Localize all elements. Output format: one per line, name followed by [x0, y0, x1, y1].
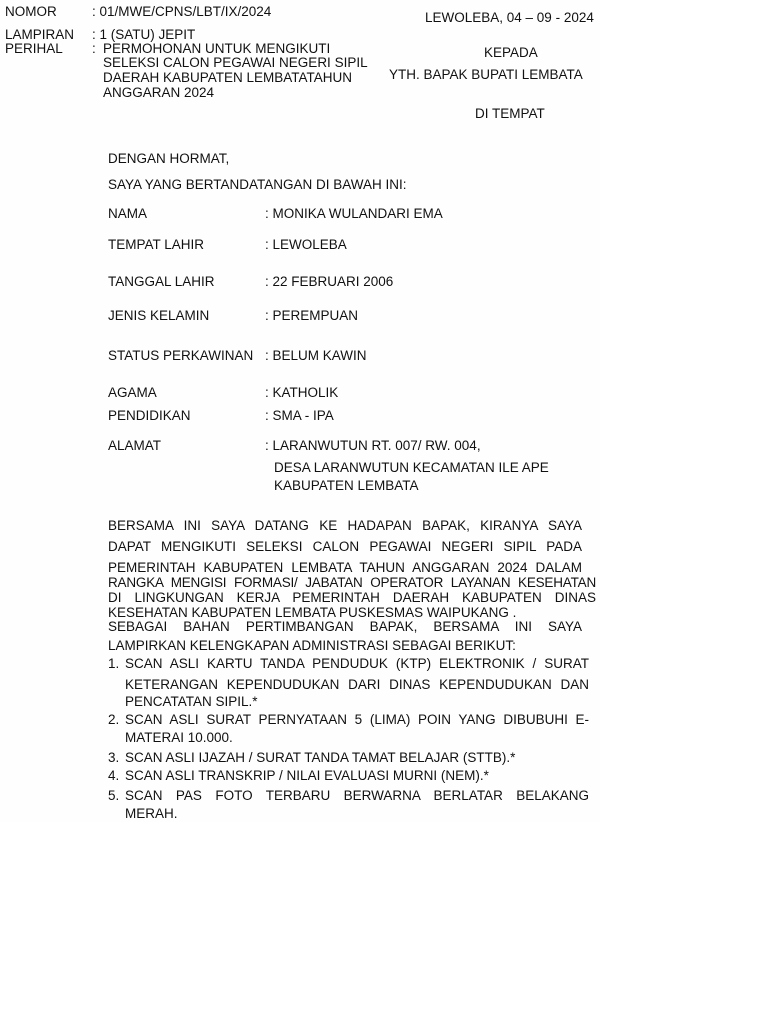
lampiran-value: : 1 (SATU) JEPIT	[92, 27, 196, 42]
nomor-label: NOMOR	[5, 4, 57, 19]
body-line: KESEHATAN KABUPATEN LEMBATA PUSKESMAS WAIPUKANG .	[108, 605, 517, 620]
attachment-number: 3.	[108, 750, 120, 765]
field-value-nama: : MONIKA WULANDARI EMA	[265, 206, 443, 221]
kepada-label: KEPADA	[484, 45, 538, 60]
attachment-number: 4.	[108, 768, 120, 783]
field-label-jenis-kelamin: JENIS KELAMIN	[108, 308, 210, 323]
body-line: SEBAGAI BAHAN PERTIMBANGAN BAPAK, BERSAMA INI SAYA	[108, 619, 582, 634]
field-label-nama: NAMA	[108, 206, 148, 221]
body-line: DI LINGKUNGAN KERJA PEMERINTAH DAERAH KABUPATEN DINAS	[108, 590, 596, 605]
attachment-line: PENCATATAN SIPIL.*	[125, 694, 258, 709]
attachment-number: 2.	[108, 712, 120, 727]
field-label-status-perkawinan: STATUS PERKAWINAN	[108, 348, 254, 363]
address-continuation: KABUPATEN LEMBATA	[274, 478, 419, 493]
body-line: RANGKA MENGISI FORMASI/ JABATAN OPERATOR LAYANAN KESEHATAN	[108, 575, 596, 590]
nomor-value: : 01/MWE/CPNS/LBT/IX/2024	[92, 4, 272, 19]
blank-area	[0, 822, 768, 1024]
perihal-line: DAERAH KABUPATEN LEMBATATAHUN	[103, 70, 353, 85]
lampiran-label: LAMPIRAN	[5, 27, 75, 42]
address-continuation: DESA LARANWUTUN KECAMATAN ILE APE	[274, 460, 549, 475]
attachment-line: SCAN ASLI SURAT PERNYATAAN 5 (LIMA) POIN YANG DIBUBUHI E-	[125, 712, 589, 727]
body-line: LAMPIRKAN KELENGKAPAN ADMINISTRASI SEBAGAI BERIKUT:	[108, 638, 516, 653]
perihal-line: ANGGARAN 2024	[103, 85, 215, 100]
body-line: PEMERINTAH KABUPATEN LEMBATA TAHUN ANGGARAN 2024 DALAM	[108, 560, 582, 575]
field-value-tempat-lahir: : LEWOLEBA	[265, 237, 347, 252]
attachment-line: MERAH.	[125, 806, 178, 821]
attachment-number: 5.	[108, 788, 120, 803]
place-date: LEWOLEBA, 04 – 09 - 2024	[425, 10, 594, 25]
attachment-line: SCAN ASLI KARTU TANDA PENDUDUK (KTP) ELEKTRONIK / SURAT	[125, 656, 589, 671]
addressee: YTH. BAPAK BUPATI LEMBATA	[389, 67, 583, 82]
attachment-line: SCAN ASLI IJAZAH / SURAT TANDA TAMAT BELAJAR (STTB).*	[125, 750, 516, 765]
field-label-tanggal-lahir: TANGGAL LAHIR	[108, 274, 215, 289]
body-line: BERSAMA INI SAYA DATANG KE HADAPAN BAPAK, KIRANYA SAYA	[108, 518, 582, 533]
attachment-line: KETERANGAN KEPENDUDUKAN DARI DINAS KEPENDUDUKAN DAN	[125, 677, 589, 692]
field-value-alamat: : LARANWUTUN RT. 007/ RW. 004,	[265, 438, 481, 453]
field-label-tempat-lahir: TEMPAT LAHIR	[108, 237, 205, 252]
attachment-number: 1.	[108, 656, 120, 671]
greeting: DENGAN HORMAT,	[108, 151, 230, 166]
perihal-line: SELEKSI CALON PEGAWAI NEGERI SIPIL	[103, 55, 368, 70]
di-tempat: DI TEMPAT	[475, 106, 545, 121]
field-value-pendidikan: : SMA - IPA	[265, 408, 334, 423]
body-line: DAPAT MENGIKUTI SELEKSI CALON PEGAWAI NEGERI SIPIL PADA	[108, 539, 582, 554]
field-value-jenis-kelamin: : PEREMPUAN	[265, 308, 359, 323]
perihal-line: PERMOHONAN UNTUK MENGIKUTI	[103, 41, 331, 56]
field-value-agama: : KATHOLIK	[265, 385, 339, 400]
attachment-line: SCAN PAS FOTO TERBARU BERWARNA BERLATAR BELAKANG	[125, 788, 589, 803]
intro-line: SAYA YANG BERTANDATANGAN DI BAWAH INI:	[108, 177, 407, 192]
perihal-colon: :	[92, 41, 96, 56]
perihal-label: PERIHAL	[5, 41, 63, 56]
field-label-agama: AGAMA	[108, 385, 157, 400]
attachment-line: SCAN ASLI TRANSKRIP / NILAI EVALUASI MURNI (NEM).*	[125, 768, 489, 783]
field-label-alamat: ALAMAT	[108, 438, 162, 453]
field-label-pendidikan: PENDIDIKAN	[108, 408, 191, 423]
field-value-tanggal-lahir: : 22 FEBRUARI 2006	[265, 274, 394, 289]
attachment-line: MATERAI 10.000.	[125, 730, 233, 745]
field-value-status-perkawinan: : BELUM KAWIN	[265, 348, 367, 363]
